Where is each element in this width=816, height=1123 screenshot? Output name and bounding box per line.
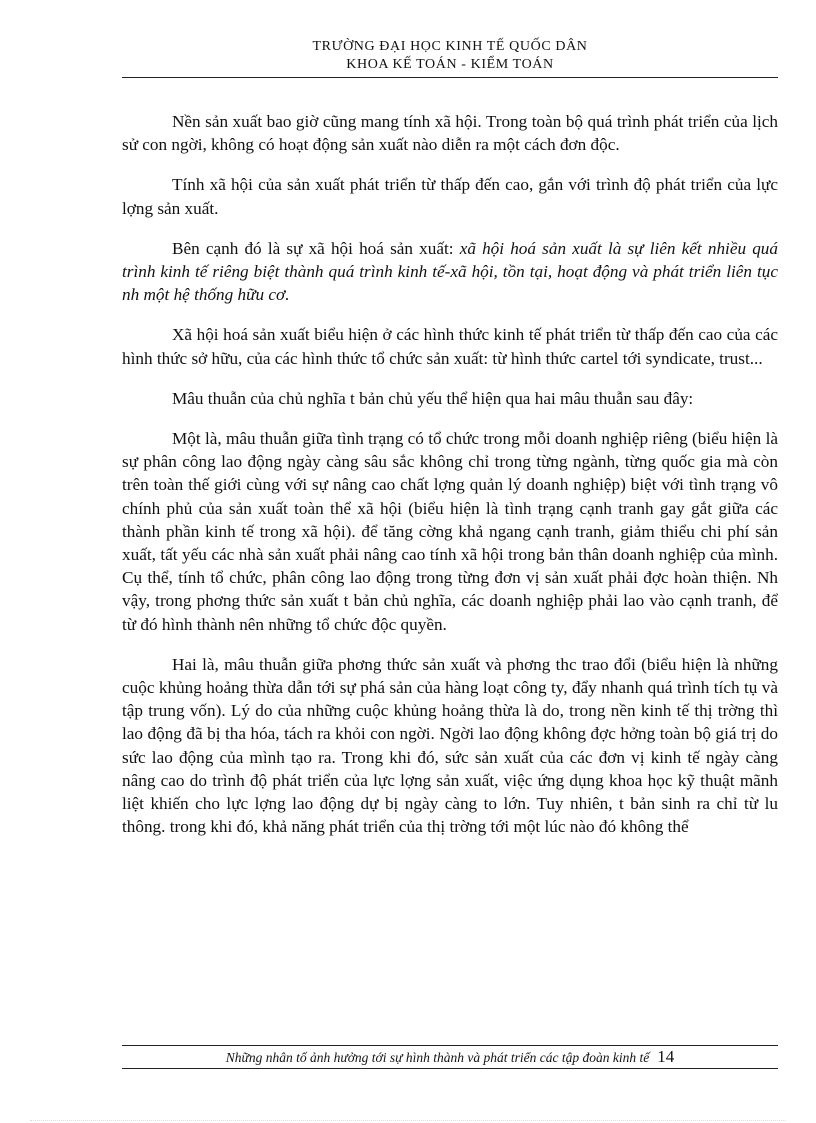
page-number: 14 [657, 1047, 675, 1066]
paragraph-4: Xã hội hoá sản xuất biểu hiện ở các hình thức kinh tế phát triển từ thấp đến cao của các hình thức sở hữu, của các hình thức tổ chức sản xuất: từ hình thức cartel tới syndicate, trust... [122, 325, 778, 368]
paragraph-7: Hai là, mâu thuẫn giữa phơng thức sản xuất và phơng thc trao đổi (biểu hiện là những cuộc khủng hoảng thừa dẫn tới sự phá sản của hàng loạt công ty, đẩy nhanh quá trình tích tụ và tập trung vốn). Lý do của những cuộc khủng hoảng thừa là do, trong nền kinh tế thị trờng thì lao động đã bị tha hóa, tách ra khỏi con ngời. Ngời lao động không đợc hởng toàn bộ giá trị do sức lao động của mình tạo ra. Trong khi đó, sức sản xuất của các đơn vị kinh tế ngày càng nâng cao do trình độ phát triển của lực lợng sản xuất, việc ứng dụng khoa học kỹ thuật mãnh liệt khiến cho lực lợng lao động dự bị ngày càng to lớn. Tuy nhiên, t bản sinh ra chỉ từ lu thông. trong khi đó, khả năng phát triển của thị trờng tới một lúc nào đó không thể [122, 654, 778, 837]
page-edge-dotted-line [30, 1120, 786, 1121]
header-faculty: KHOA KẾ TOÁN - KIỂM TOÁN [346, 57, 554, 72]
paragraph-2: Tính xã hội của sản xuất phát triển từ thấp đến cao, gắn với trình độ phát triển của lực lợng sản xuất. [122, 175, 778, 218]
header-university: TRƯỜNG ĐẠI HỌC KINH TẾ QUỐC DÂN [312, 39, 588, 54]
paragraph-6: Một là, mâu thuẫn giữa tình trạng có tổ chức trong mỗi doanh nghiệp riêng (biểu hiện là sự phân công lao động ngày càng sâu sắc không chỉ trong từng ngành, từng quốc gia mà còn trên toàn thế giới cùng với sự nâng cao chất lợng quản lý doanh nghiệp) biệt với tình trạng vô chính phủ của sản xuất toàn thể xã hội (biểu hiện là tình trạng cạnh tranh gay gắt giữa các thành phần kinh tế trong xã hội). để tăng cờng khả ngang cạnh tranh, giảm thiểu chi phí sản xuất, tất yếu các nhà sản xuất phải nâng cao tính xã hội trong bản thân doanh nghiệp của mình. Cụ thể, tính tổ chức, phân công lao động trong từng đơn vị sản xuất phải đợc hoàn thiện. Nh vậy, trong phơng thức sản xuất t bản chủ nghĩa, các doanh nghiệp phải lao vào cạnh tranh, để từ đó hình thành nên những tổ chức độc quyền. [122, 429, 778, 634]
document-body [122, 110, 778, 855]
header-divider [122, 77, 778, 78]
footer-divider-top [122, 1045, 778, 1046]
page-header [122, 38, 778, 74]
paragraph-3-lead: Bên cạnh đó là sự xã hội hoá sản xuất: [172, 238, 460, 258]
paragraph-5: Mâu thuẫn của chủ nghĩa t bản chủ yếu thể hiện qua hai mâu thuẫn sau đây: [172, 388, 694, 408]
page-footer [122, 1047, 778, 1067]
paragraph-3 [122, 237, 778, 307]
paragraph-1: Nền sản xuất bao giờ cũng mang tính xã hội. Trong toàn bộ quá trình phát triển của lịch sử con ngời, không có hoạt động sản xuất nào diễn ra một cách đơn độc. [122, 112, 778, 155]
paragraph-3-definition: xã hội hoá sản xuất là sự liên kết nhiều quá trình kinh tế riêng biệt thành quá trình kinh tế-xã hội, tồn tại, hoạt động và phát triển liên tục nh một hệ thống hữu cơ. [122, 238, 778, 305]
footer-title: Những nhân tố ảnh hưởng tới sự hình thành và phát triển các tập đoàn kinh tế [225, 1050, 650, 1065]
footer-divider-bottom [122, 1068, 778, 1069]
